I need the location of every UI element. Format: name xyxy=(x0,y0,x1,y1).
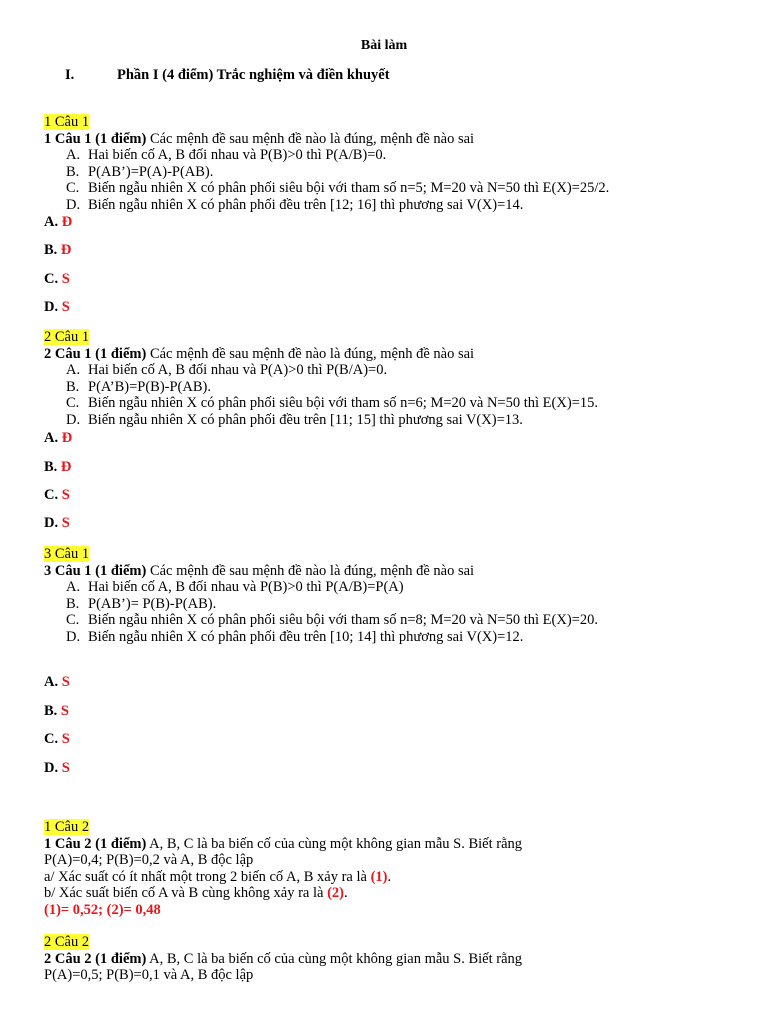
answer-2c: C. S xyxy=(44,487,70,503)
question-heading-bold: 1 Câu 1 (1 điểm) xyxy=(44,130,147,147)
answer-1c: C. S xyxy=(44,271,70,287)
question-heading-text: A, B, C là ba biến cố của cùng một không gian mẫu S. Biết rằng xyxy=(146,950,523,967)
question-heading-bold: 3 Câu 1 (1 điểm) xyxy=(44,562,147,579)
part-b-line: b/ Xác suất biến cố A và B cùng không xảy ra là (2). xyxy=(44,885,348,901)
question-tag: 2 Câu 2 xyxy=(44,934,90,950)
question-heading-text: Các mệnh đề sau mệnh đề nào là đúng, mệnh đề nào sai xyxy=(146,130,475,147)
question-2-block xyxy=(44,329,744,428)
answer-2b: B. Đ xyxy=(44,459,72,475)
question-heading-text: A, B, C là ba biến cố của cùng một không gian mẫu S. Biết rằng xyxy=(146,835,523,852)
question-3-block xyxy=(44,546,744,645)
answer-3c: C. S xyxy=(44,731,70,747)
question-tag: 1 Câu 2 xyxy=(44,819,90,835)
question-tag: 3 Câu 1 xyxy=(44,546,90,562)
question-tag: 2 Câu 1 xyxy=(44,329,90,345)
option-a: A. Hai biến cố A, B đối nhau và P(B)>0 thì P(A/B)=0. xyxy=(66,147,387,163)
option-b: B. P(A’B)=P(B)-P(AB). xyxy=(66,378,211,395)
given-line: P(A)=0,4; P(B)=0,2 và A, B độc lập xyxy=(44,852,254,868)
part-a-line: a/ Xác suất có ít nhất một trong 2 biến cố A, B xảy ra là (1). xyxy=(44,868,392,885)
section-number: I. xyxy=(65,67,75,83)
answer-2a: A. Đ xyxy=(44,430,73,446)
answer-1d: D. S xyxy=(44,299,70,315)
answer-1b: B. Đ xyxy=(44,242,72,258)
answer-3d: D. S xyxy=(44,760,70,776)
question-heading-bold: 2 Câu 2 (1 điểm) xyxy=(44,950,147,967)
document-title: Bài làm xyxy=(360,38,408,53)
option-b: B. P(AB’)=P(A)-P(AB). xyxy=(66,163,214,180)
option-b: B. P(AB’)= P(B)-P(AB). xyxy=(66,595,217,612)
answer-1a: A. Đ xyxy=(44,214,73,230)
option-d: D. Biến ngẫu nhiên X có phân phối đều trên [11; 15] thì phương sai V(X)=13. xyxy=(66,411,523,428)
option-c: C. Biến ngẫu nhiên X có phân phối siêu bội với tham số n=8; M=20 và N=50 thì E(X)=20. xyxy=(66,612,598,628)
answer-line: (1)= 0,52; (2)= 0,48 xyxy=(44,901,161,918)
section-title: Phần I (4 điểm) Trắc nghiệm và điền khuyết xyxy=(117,67,390,83)
question-heading-text: Các mệnh đề sau mệnh đề nào là đúng, mệnh đề nào sai xyxy=(146,345,475,362)
option-a: A. Hai biến cố A, B đối nhau và P(B)>0 thì P(A/B)=P(A) xyxy=(66,579,404,595)
option-d: D. Biến ngẫu nhiên X có phân phối đều trên [10; 14] thì phương sai V(X)=12. xyxy=(66,628,524,645)
question-4-block xyxy=(44,819,744,918)
question-heading-bold: 1 Câu 2 (1 điểm) xyxy=(44,835,147,852)
option-c: C. Biến ngẫu nhiên X có phân phối siêu bội với tham số n=6; M=20 và N=50 thì E(X)=15. xyxy=(66,395,598,411)
section-heading xyxy=(65,67,390,84)
option-a: A. Hai biến cố A, B đối nhau và P(A)>0 thì P(B/A)=0. xyxy=(66,362,388,378)
answer-3a: A. S xyxy=(44,674,70,690)
option-d: D. Biến ngẫu nhiên X có phân phối đều trên [12; 16] thì phương sai V(X)=14. xyxy=(66,196,524,213)
question-1-block xyxy=(44,114,744,213)
given-line: P(A)=0,5; P(B)=0,1 và A, B độc lập xyxy=(44,967,254,983)
answer-3b: B. S xyxy=(44,703,69,719)
answer-2d: D. S xyxy=(44,515,70,531)
question-5-block xyxy=(44,934,744,984)
question-heading-text: Các mệnh đề sau mệnh đề nào là đúng, mệnh đề nào sai xyxy=(146,562,475,579)
question-tag: 1 Câu 1 xyxy=(44,114,90,130)
question-heading-bold: 2 Câu 1 (1 điểm) xyxy=(44,345,147,362)
option-c: C. Biến ngẫu nhiên X có phân phối siêu bội với tham số n=5; M=20 và N=50 thì E(X)=25/2. xyxy=(66,180,610,196)
